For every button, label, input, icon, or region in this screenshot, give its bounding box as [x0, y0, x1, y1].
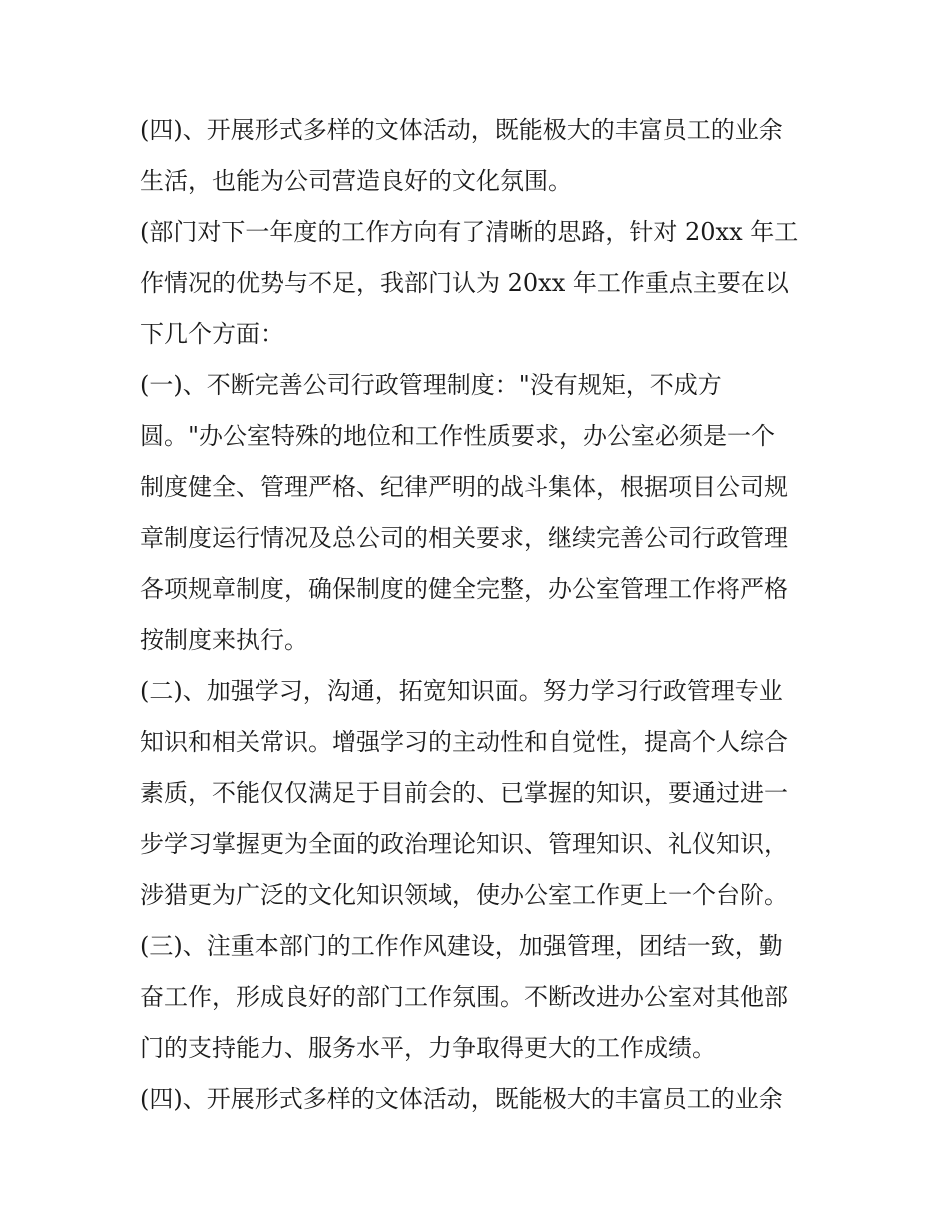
text-line: 作情况的优势与不足，我部门认为 20xx 年工作重点主要在以 [140, 269, 789, 297]
text-line: (四)、开展形式多样的文体活动，既能极大的丰富员工的业余 [140, 116, 783, 144]
text-line: 素质，不能仅仅满足于目前会的、已掌握的知识，要通过进一 [140, 779, 788, 807]
text-line: 按制度来执行。 [140, 626, 308, 654]
text-line: 制度健全、管理严格、纪律严明的战斗集体，根据项目公司规 [140, 473, 788, 501]
text-line: 门的支持能力、服务水平，力争取得更大的工作成绩。 [140, 1034, 716, 1062]
text-line: (四)、开展形式多样的文体活动，既能极大的丰富员工的业余 [140, 1085, 783, 1113]
text-line: 下几个方面： [140, 320, 284, 348]
text-line: 知识和相关常识。增强学习的主动性和自觉性，提高个人综合 [140, 728, 788, 756]
text-line: (三)、注重本部门的工作作风建设，加强管理，团结一致，勤 [140, 932, 783, 960]
text-line: 圆。"办公室特殊的地位和工作性质要求，办公室必须是一个 [140, 422, 776, 450]
text-line: 步学习掌握更为全面的政治理论知识、管理知识、礼仪知识， [140, 830, 788, 858]
text-line: 涉猎更为广泛的文化知识领域，使办公室工作更上一个台阶。 [140, 881, 788, 909]
text-line: (二)、加强学习，沟通，拓宽知识面。努力学习行政管理专业 [140, 677, 783, 705]
text-line: (一)、不断完善公司行政管理制度："没有规矩，不成方 [140, 371, 722, 399]
text-line: 奋工作，形成良好的部门工作氛围。不断改进办公室对其他部 [140, 983, 788, 1011]
text-line: (部门对下一年度的工作方向有了清晰的思路，针对 20xx 年工 [140, 218, 799, 246]
text-line: 各项规章制度，确保制度的健全完整，办公室管理工作将严格 [140, 575, 788, 603]
text-line: 章制度运行情况及总公司的相关要求，继续完善公司行政管理 [140, 524, 788, 552]
text-line: 生活，也能为公司营造良好的文化氛围。 [140, 167, 572, 195]
